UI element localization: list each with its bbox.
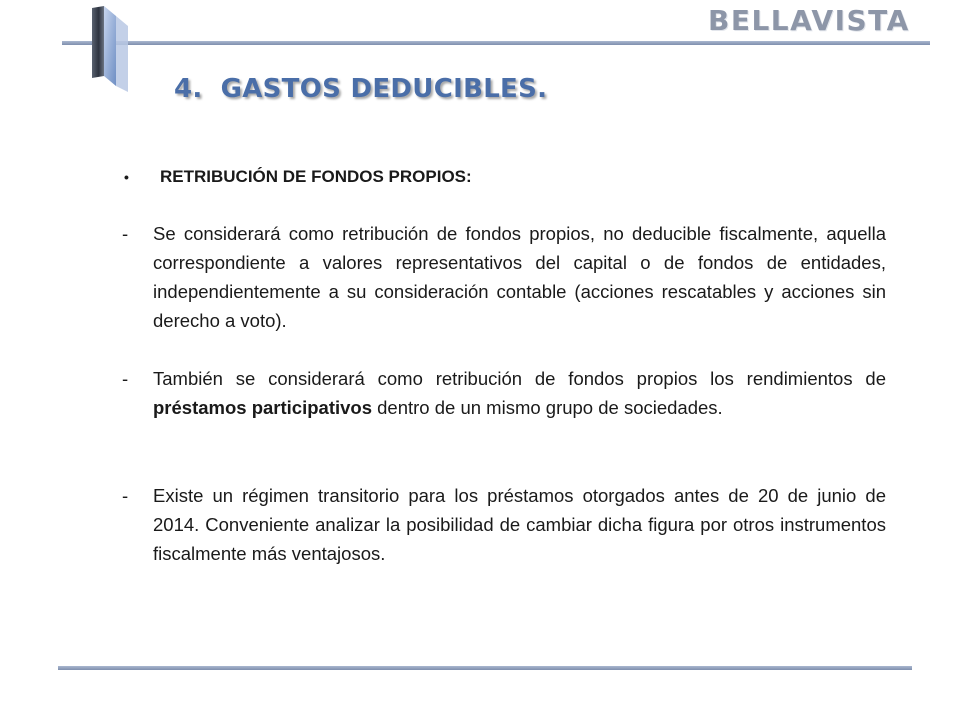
bullet-icon: • bbox=[124, 169, 129, 185]
paragraph-text-after: dentro de un mismo grupo de sociedades. bbox=[372, 397, 723, 418]
page-title bbox=[174, 74, 547, 104]
paragraph-text: Existe un régimen transitorio para los préstamos otorgados antes de 20 de junio de 2014. Conveniente analizar la posibilidad de cambiar dicha figura por otros instrumentos fiscalmente más ventajosos. bbox=[153, 485, 886, 564]
paragraph-text-before: También se considerará como retribución de fondos propios los rendimientos de bbox=[153, 368, 886, 389]
dash-marker: - bbox=[122, 485, 129, 506]
bellavista-logo-icon bbox=[88, 6, 134, 92]
dash-marker: - bbox=[122, 368, 129, 389]
brand-name: BELLAVISTA bbox=[708, 4, 910, 37]
top-divider bbox=[62, 41, 930, 45]
title-text: GASTOS DEDUCIBLES. bbox=[220, 74, 548, 104]
paragraph-1 bbox=[122, 219, 886, 335]
paragraph-text: Se considerará como retribución de fondos propios, no deducible fiscalmente, aquella correspondiente a valores representativos del capital o de fondos de entidades, independientemente a su consideración contable (acciones rescatables y acciones sin derecho a voto). bbox=[153, 223, 886, 331]
section-heading bbox=[124, 167, 472, 187]
dash-marker: - bbox=[122, 223, 129, 244]
bottom-divider bbox=[58, 666, 912, 670]
bold-term: préstamos participativos bbox=[153, 397, 372, 418]
paragraph-text bbox=[153, 364, 886, 422]
paragraph-3 bbox=[122, 481, 886, 568]
title-number: 4. bbox=[174, 74, 203, 104]
paragraph-2 bbox=[122, 364, 886, 422]
section-heading-text: RETRIBUCIÓN DE FONDOS PROPIOS: bbox=[160, 167, 472, 186]
